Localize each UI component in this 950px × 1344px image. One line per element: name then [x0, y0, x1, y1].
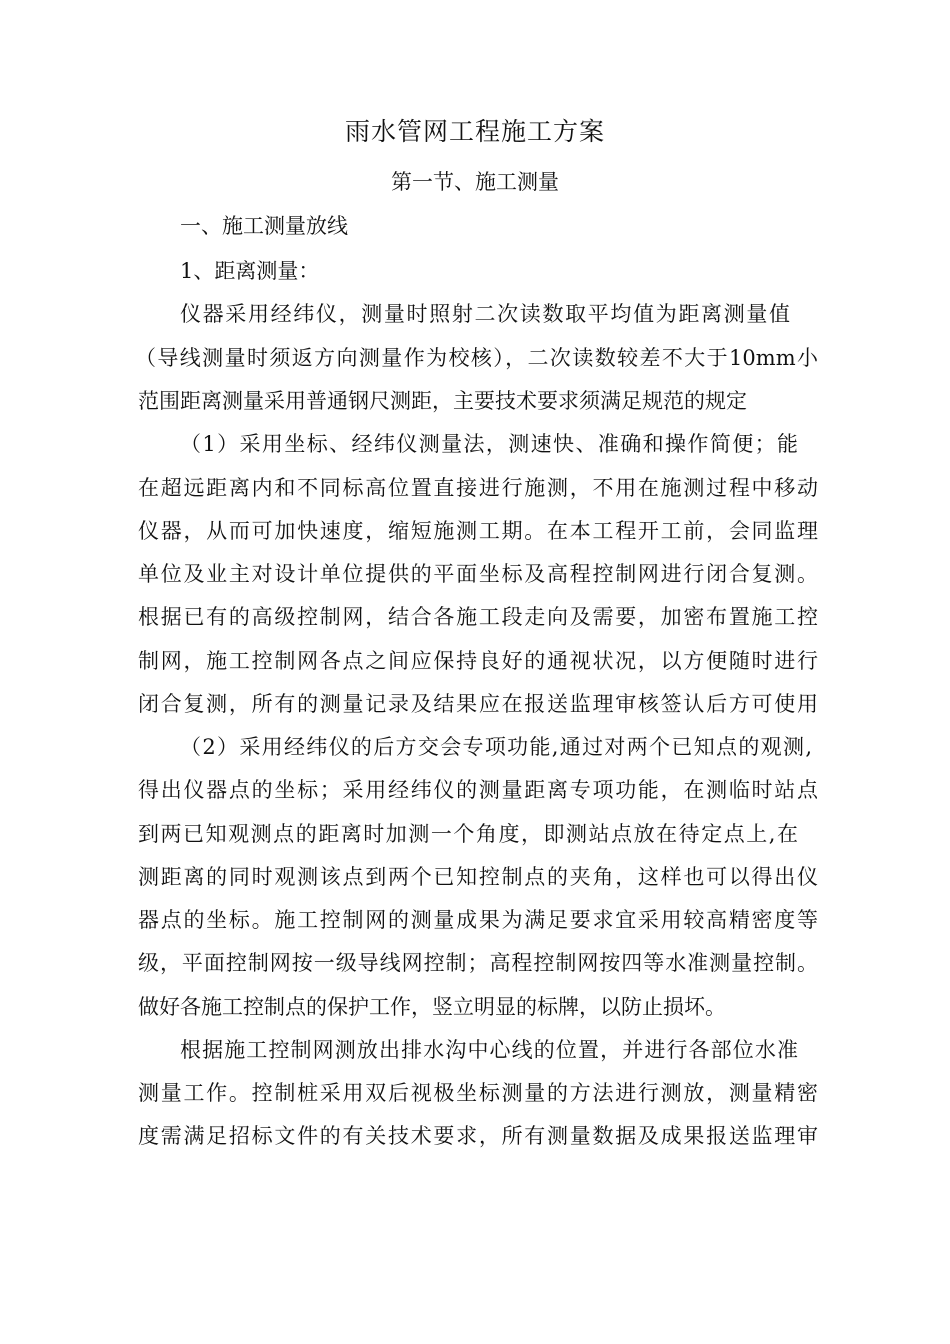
document-title: 雨水管网工程施工方案: [344, 117, 605, 146]
paragraph-line: 到两已知观测点的距离时加测一个角度，即测站点放在待定点上,在: [138, 822, 798, 846]
heading-level-1: 一、施工测量放线: [180, 214, 348, 238]
paragraph-line: 仪器，从而可加快速度，缩短施测工期。在本工程开工前，会同监理: [138, 519, 818, 543]
paragraph-line: 测距离的同时观测该点到两个已知控制点的夹角，这样也可以得出仪: [138, 865, 818, 889]
paragraph-line: 范围距离测量采用普通钢尺测距，主要技术要求须满足规范的规定: [138, 389, 747, 413]
paragraph-line: （2）采用经纬仪的后方交会专项功能,通过对两个已知点的观测,: [180, 735, 812, 759]
paragraph-line: 做好各施工控制点的保护工作，竖立明显的标牌，以防止损坏。: [138, 995, 726, 1019]
paragraph-line: 制网，施工控制网各点之间应保持良好的通视状况，以方便随时进行: [138, 649, 818, 673]
paragraph-line: 单位及业主对设计单位提供的平面坐标及高程控制网进行闭合复测。: [138, 562, 818, 586]
paragraph-line: 在超远距离内和不同标高位置直接进行施测，不用在施测过程中移动: [138, 476, 818, 500]
paragraph-line: 根据施工控制网测放出排水沟中心线的位置，并进行各部位水准: [180, 1038, 798, 1062]
paragraph-line: 根据已有的高级控制网，结合各施工段走向及需要，加密布置施工控: [138, 605, 818, 629]
paragraph-line: 测量工作。控制桩采用双后视极坐标测量的方法进行测放，测量精密: [138, 1081, 818, 1105]
paragraph-line: 度需满足招标文件的有关技术要求，所有测量数据及成果报送监理审: [138, 1124, 818, 1148]
paragraph-line: （1）采用坐标、经纬仪测量法，测速快、准确和操作简便；能: [180, 432, 798, 456]
heading-level-2: 1、距离测量：: [180, 259, 320, 283]
paragraph-line: 级，平面控制网按一级导线网控制；高程控制网按四等水准测量控制。: [138, 951, 818, 975]
paragraph-line: （导线测量时须返方向测量作为校核），二次读数较差不大于10mm小: [135, 346, 818, 370]
paragraph-line: 得出仪器点的坐标；采用经纬仪的测量距离专项功能，在测临时站点: [138, 778, 818, 802]
paragraph-line: 器点的坐标。施工控制网的测量成果为满足要求宜采用较高精密度等: [138, 908, 818, 932]
section-title: 第一节、施工测量: [391, 170, 559, 194]
paragraph-line: 闭合复测，所有的测量记录及结果应在报送监理审核签认后方可使用: [138, 692, 818, 716]
paragraph-line: 仪器采用经纬仪，测量时照射二次读数取平均值为距离测量值: [180, 302, 790, 326]
